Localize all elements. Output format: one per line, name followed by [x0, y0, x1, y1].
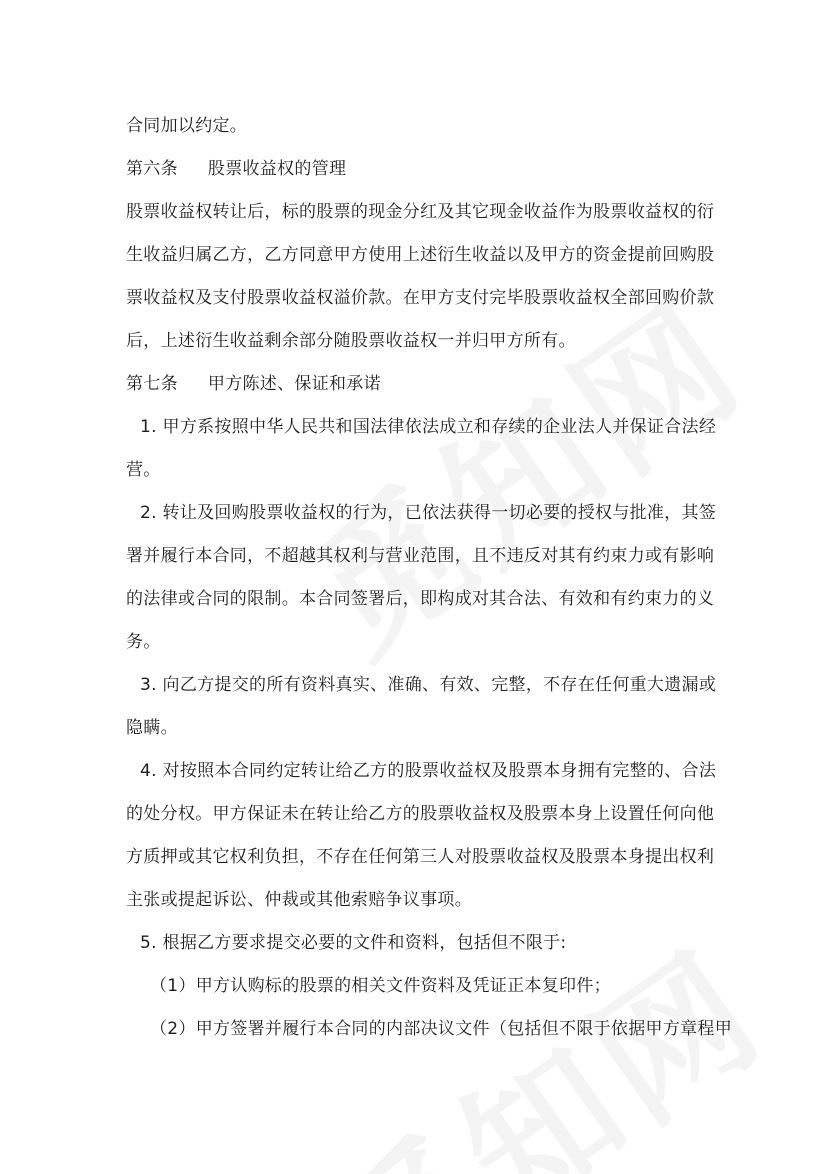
paragraph-line: 隐瞒。 — [126, 718, 178, 738]
list-item-line: 5. 根据乙方要求提交必要的文件和资料，包括但不限于: — [140, 933, 567, 953]
paragraph-line: 的处分权。甲方保证未在转让给乙方的股票收益权及股票本身上设置任何向他 — [126, 804, 715, 824]
paragraph-line: 后，上述衍生收益剩余部分随股票收益权一并归甲方所有。 — [126, 331, 576, 351]
list-item-line: 2. 转让及回购股票收益权的行为，已依法获得一切必要的授权与批准，其签 — [140, 503, 717, 523]
article-number: 第六条 — [126, 159, 178, 179]
paragraph-line: 营。 — [126, 460, 161, 480]
sub-item-line: （1）甲方认购标的股票的相关文件资料及凭证正本复印件； — [150, 976, 611, 996]
sub-item-line: （2）甲方签署并履行本合同的内部决议文件（包括但不限于依据甲方章程甲 — [150, 1019, 733, 1039]
list-item-line: 4. 对按照本合同约定转让给乙方的股票收益权及股票本身拥有完整的、合法 — [140, 761, 717, 781]
paragraph-line: 务。 — [126, 632, 161, 652]
paragraph-line: 的法律或合同的限制。本合同签署后，即构成对其合法、有效和有约束力的义 — [126, 589, 715, 609]
article-title: 甲方陈述、保证和承诺 — [207, 374, 381, 394]
watermark — [261, 242, 778, 694]
article-number: 第七条 — [126, 374, 178, 394]
list-item-line: 1. 甲方系按照中华人民共和国法律依法成立和存续的企业法人并保证合法经 — [140, 417, 717, 437]
paragraph-line: 主张或提起诉讼、仲裁或其他索赔争议事项。 — [126, 890, 472, 910]
paragraph-line: 票收益权及支付股票收益权溢价款。在甲方支付完毕股票收益权全部回购价款 — [126, 288, 715, 308]
article-heading — [126, 158, 346, 180]
paragraph-line: 署并履行本合同，不超越其权利与营业范围，且不违反对其有约束力或有影响 — [126, 546, 715, 566]
paragraph-line: 股票收益权转让后，标的股票的现金分红及其它现金收益作为股票收益权的衍 — [126, 202, 715, 222]
article-heading — [126, 373, 381, 395]
article-title: 股票收益权的管理 — [207, 159, 347, 179]
list-item-line: 3. 向乙方提交的所有资料真实、准确、有效、完整，不存在任何重大遗漏或 — [140, 675, 717, 695]
paragraph-line: 方质押或其它权利负担，不存在任何第三人对股票收益权及股票本身提出权利 — [126, 847, 715, 867]
paragraph-line: 生收益归属乙方，乙方同意甲方使用上述衍生收益以及甲方的资金提前回购股 — [126, 245, 715, 265]
paragraph-line: 合同加以约定。 — [126, 116, 248, 136]
